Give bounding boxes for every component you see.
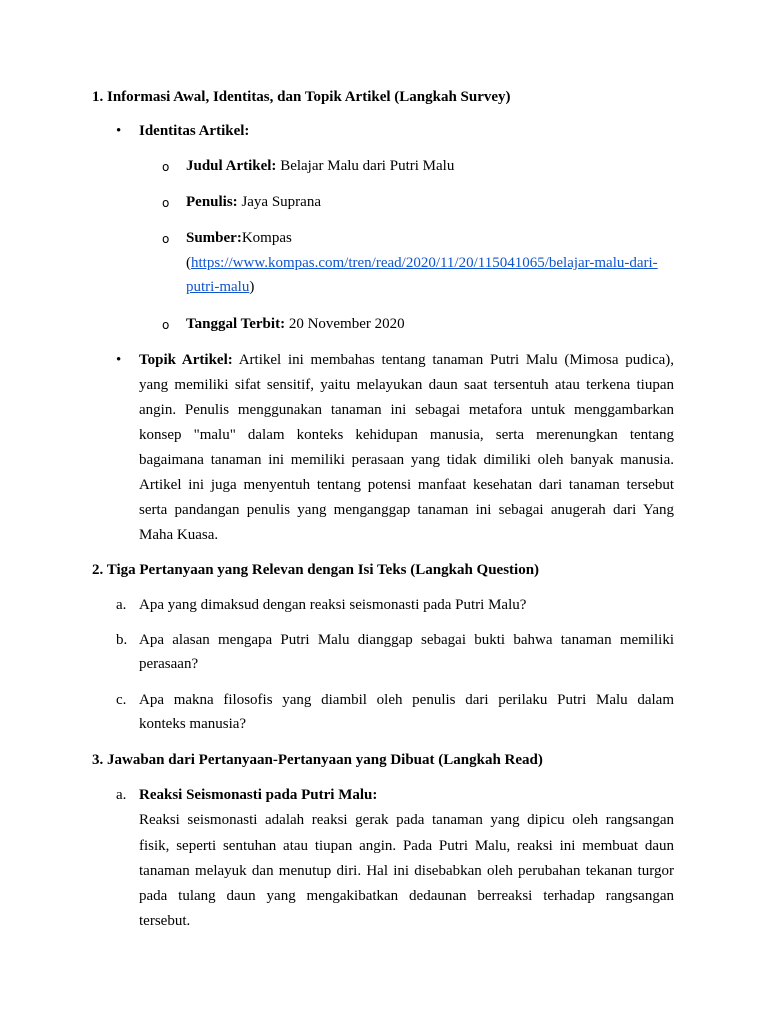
bullet-marker: • [116, 352, 122, 368]
item-judul-value: Belajar Malu dari Putri Malu [276, 158, 455, 174]
answer-a-line-3: tanaman melayuk dan menutup diri. Hal ini disebabkan oleh perubahan tekanan turgor [139, 863, 674, 879]
topik-line-2: yang memiliki sifat sensitif, yaitu melayukan daun saat tersentuh atau terkena tiupan [139, 377, 674, 393]
bullet-marker: • [116, 123, 122, 139]
item-judul [186, 156, 454, 176]
sumber-url-line-1: (https://www.kompas.com/tren/read/2020/11/20/115041065/belajar-malu-dari- [186, 255, 658, 271]
item-penulis-label: Penulis: [186, 194, 238, 210]
topik-line-8: Maha Kuasa. [139, 527, 219, 543]
question-a-marker: a. [116, 597, 127, 613]
topik-line-6: Artikel ini juga menyentuh tentang potensi manfaat kesehatan dari tanaman tersebut [139, 477, 674, 493]
item-judul-label: Judul Artikel: [186, 158, 277, 174]
question-c-line-2: konteks manusia? [139, 716, 247, 732]
answer-a-line-4: pada tulang daun yang mengakibatkan dedaunan berreaksi terhadap rangsangan [139, 888, 674, 904]
topik-line-5: bagaimana tanaman ini memiliki perasaan yang tidak dimiliki oleh banyak manusia. [139, 452, 674, 468]
topik-line-4: konsep "malu" dalam konteks kehidupan manusia, serta merenungkan tentang [139, 427, 674, 443]
sumber-link[interactable]: https://www.kompas.com/tren/read/2020/11/20/115041065/belajar-malu-dari- [191, 255, 658, 271]
item-penulis [186, 192, 321, 212]
sumber-link-continued[interactable]: putri-malu [186, 279, 250, 295]
sub-bullet-marker: o [162, 196, 170, 210]
identitas-label: Identitas Artikel: [139, 123, 250, 139]
section-3-heading: 3. Jawaban dari Pertanyaan-Pertanyaan yang Dibuat (Langkah Read) [92, 752, 543, 768]
item-tanggal [186, 314, 405, 334]
answer-a-line-1: Reaksi seismonasti adalah reaksi gerak pada tanaman yang dipicu oleh rangsangan [139, 812, 674, 828]
topik-label: Topik Artikel: [139, 352, 233, 368]
sumber-url-line-2: putri-malu) [186, 279, 255, 295]
item-tanggal-label: Tanggal Terbit: [186, 316, 286, 332]
question-c-marker: c. [116, 692, 127, 708]
topik-line-3: angin. Penulis menggunakan tanaman ini sebagai metafora untuk menggambarkan [139, 402, 674, 418]
question-c-line-1: Apa makna filosofis yang diambil oleh penulis dari perilaku Putri Malu dalam [139, 692, 674, 708]
sub-bullet-marker: o [162, 232, 170, 246]
topik-line-1: Topik Artikel: Artikel ini membahas tentang tanaman Putri Malu (Mimosa pudica), [139, 352, 675, 368]
answer-a-title: Reaksi Seismonasti pada Putri Malu: [139, 787, 378, 803]
item-penulis-value: Jaya Suprana [237, 194, 321, 210]
item-sumber-value: Kompas [241, 230, 292, 246]
sub-bullet-marker: o [162, 318, 170, 332]
question-b-marker: b. [116, 632, 128, 648]
question-a-line-1: Apa yang dimaksud dengan reaksi seismonasti pada Putri Malu? [139, 597, 527, 613]
section-2-heading: 2. Tiga Pertanyaan yang Relevan dengan Isi Teks (Langkah Question) [92, 562, 540, 578]
answer-a-line-2: fisik, seperti sentuhan atau tiupan angin. Pada Putri Malu, reaksi ini membuat daun [139, 838, 674, 854]
item-sumber [186, 228, 292, 248]
answer-a-line-5: tersebut. [139, 913, 191, 929]
sub-bullet-marker: o [162, 160, 170, 174]
item-sumber-label: Sumber: [186, 230, 242, 246]
item-tanggal-value: 20 November 2020 [285, 316, 405, 332]
question-b-line-1: Apa alasan mengapa Putri Malu dianggap sebagai bukti bahwa tanaman memiliki [139, 632, 674, 648]
topik-line-7: serta pandangan penulis yang menganggap tanaman ini sebagai anugerah dari Yang [139, 502, 674, 518]
section-1-heading: 1. Informasi Awal, Identitas, dan Topik Artikel (Langkah Survey) [92, 89, 511, 105]
question-b-line-2: perasaan? [139, 656, 199, 672]
answer-a-marker: a. [116, 787, 127, 803]
